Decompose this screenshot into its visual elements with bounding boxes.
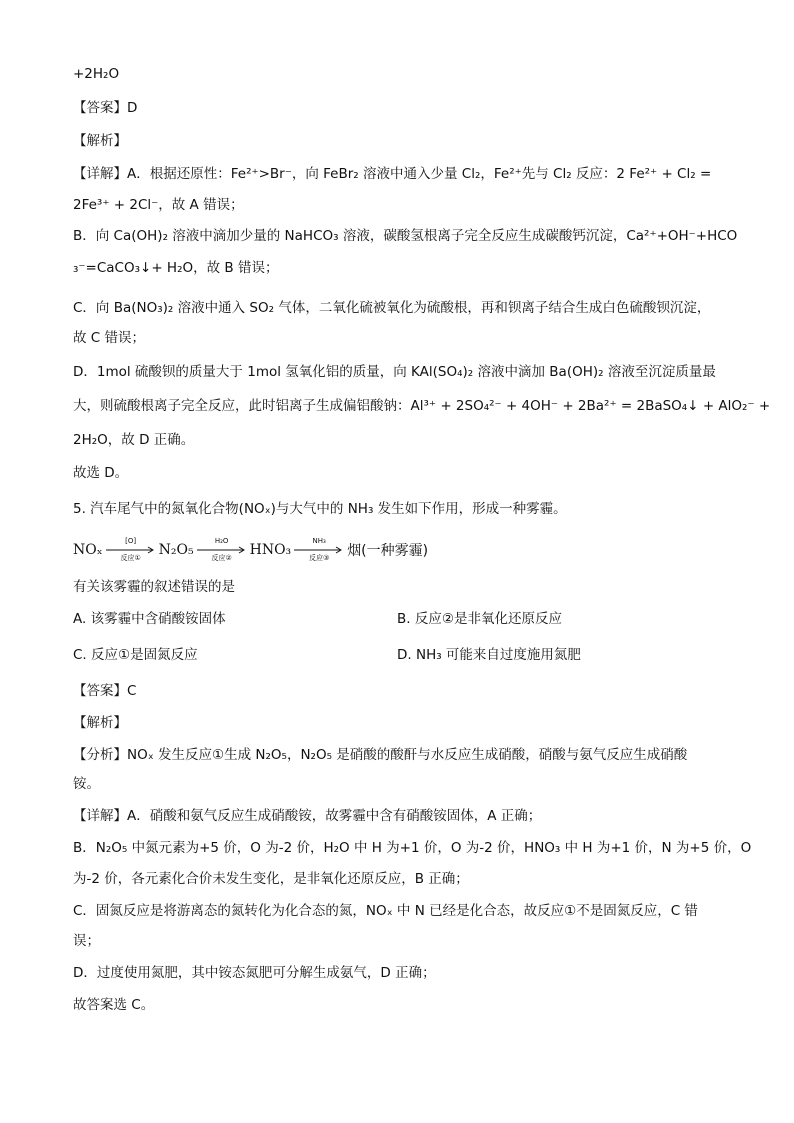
arrow-right-icon — [197, 546, 247, 554]
text-line: C．固氮反应是将游离态的氮转化为化合态的氮，NOₓ 中 N 已经是化合态，故反应①不是固氮反应，C 错 — [73, 903, 698, 919]
text-line: D．1mol 硫酸钡的质量大于 1mol 氢氧化铝的质量，向 KAl(SO₄)₂ 溶液中滴加 Ba(OH)₂ 溶液至沉淀质量最 — [73, 364, 716, 380]
arrow-reagent: NH₃ — [312, 537, 326, 545]
text-line: 【详解】A．根据还原性：Fe²⁺>Br⁻，向 FeBr₂ 溶液中通入少量 Cl₂，Fe²⁺先与 Cl₂ 反应：2 Fe²⁺ + Cl₂ = — [73, 166, 712, 182]
text-line: B．N₂O₅ 中氮元素为+5 价，O 为-2 价，H₂O 中 H 为+1 价，O 为-2 价，HNO₃ 中 H 为+1 价，N 为+5 价，O — [73, 840, 752, 856]
reaction-arrow-1 — [106, 537, 156, 563]
text-line: 2H₂O，故 D 正确。 — [73, 432, 195, 448]
text-line: D．过度使用氮肥，其中铵态氮肥可分解生成氨气，D 正确； — [73, 965, 436, 981]
species-hno3: HNO₃ — [249, 542, 292, 558]
option-b: B. 反应②是非氧化还原反应 — [397, 611, 562, 627]
text-line: 铵。 — [73, 776, 100, 792]
arrow-step: 反应③ — [309, 554, 330, 562]
analysis-label: 【解析】 — [73, 715, 127, 731]
text-line: 【分析】NOₓ 发生反应①生成 N₂O₅，N₂O₅ 是硝酸的酸酐与水反应生成硝酸，硝酸与氨气反应生成硝酸 — [73, 747, 688, 763]
text-line: 故答案选 C。 — [73, 997, 155, 1013]
answer-label: 【答案】C — [73, 683, 137, 699]
species-nox: NOₓ — [73, 542, 103, 558]
text-line: 故选 D。 — [73, 465, 129, 481]
text-line: 为-2 价，各元素化合价未发生变化，是非氧化还原反应，B 正确； — [73, 871, 469, 887]
species-smoke: 烟(一种雾霾) — [347, 543, 429, 559]
reaction-scheme — [73, 537, 428, 563]
reaction-arrow-2 — [197, 537, 247, 563]
question-stem: 5. 汽车尾气中的氮氧化合物(NOₓ)与大气中的 NH₃ 发生如下作用，形成一种雾霾。 — [73, 501, 567, 517]
arrow-right-icon — [294, 546, 344, 554]
species-n2o5: N₂O₅ — [158, 542, 194, 558]
option-a: A. 该雾霾中含硝酸铵固体 — [73, 611, 226, 627]
arrow-step: 反应① — [120, 554, 141, 562]
text-line: 2Fe³⁺ + 2Cl⁻，故 A 错误； — [73, 197, 244, 213]
arrow-reagent: H₂O — [214, 537, 229, 545]
option-c: C. 反应①是固氮反应 — [73, 647, 198, 663]
question-prompt: 有关该雾霾的叙述错误的是 — [73, 579, 235, 595]
text-line: 误； — [73, 933, 100, 949]
text-line: C．向 Ba(NO₃)₂ 溶液中通入 SO₂ 气体，二氧化硫被氧化为硫酸根，再和钡离子结合生成白色硫酸钡沉淀， — [73, 300, 711, 316]
arrow-reagent: [O] — [125, 537, 137, 545]
arrow-right-icon — [106, 546, 156, 554]
answer-label: 【答案】D — [73, 100, 138, 116]
text-line: B．向 Ca(OH)₂ 溶液中滴加少量的 NaHCO₃ 溶液，碳酸氢根离子完全反应生成碳酸钙沉淀，Ca²⁺+OH⁻+HCO — [73, 228, 738, 244]
text-line: +2H₂O — [73, 66, 120, 82]
text-line: 大，则硫酸根离子完全反应，此时铝离子生成偏铝酸钠：Al³⁺ + 2SO₄²⁻ + 4OH⁻ + 2Ba²⁺ = 2BaSO₄↓ + AlO₂⁻ + — [73, 398, 771, 414]
arrow-step: 反应② — [211, 554, 232, 562]
option-d: D. NH₃ 可能来自过度施用氮肥 — [397, 647, 581, 663]
text-line: ₃⁻=CaCO₃↓+ H₂O，故 B 错误； — [73, 260, 279, 276]
text-line: 【详解】A．硝酸和氨气反应生成硝酸铵，故雾霾中含有硝酸铵固体，A 正确； — [73, 808, 542, 824]
reaction-arrow-3 — [294, 537, 344, 563]
text-line: 故 C 错误； — [73, 330, 146, 346]
analysis-label: 【解析】 — [73, 133, 127, 149]
